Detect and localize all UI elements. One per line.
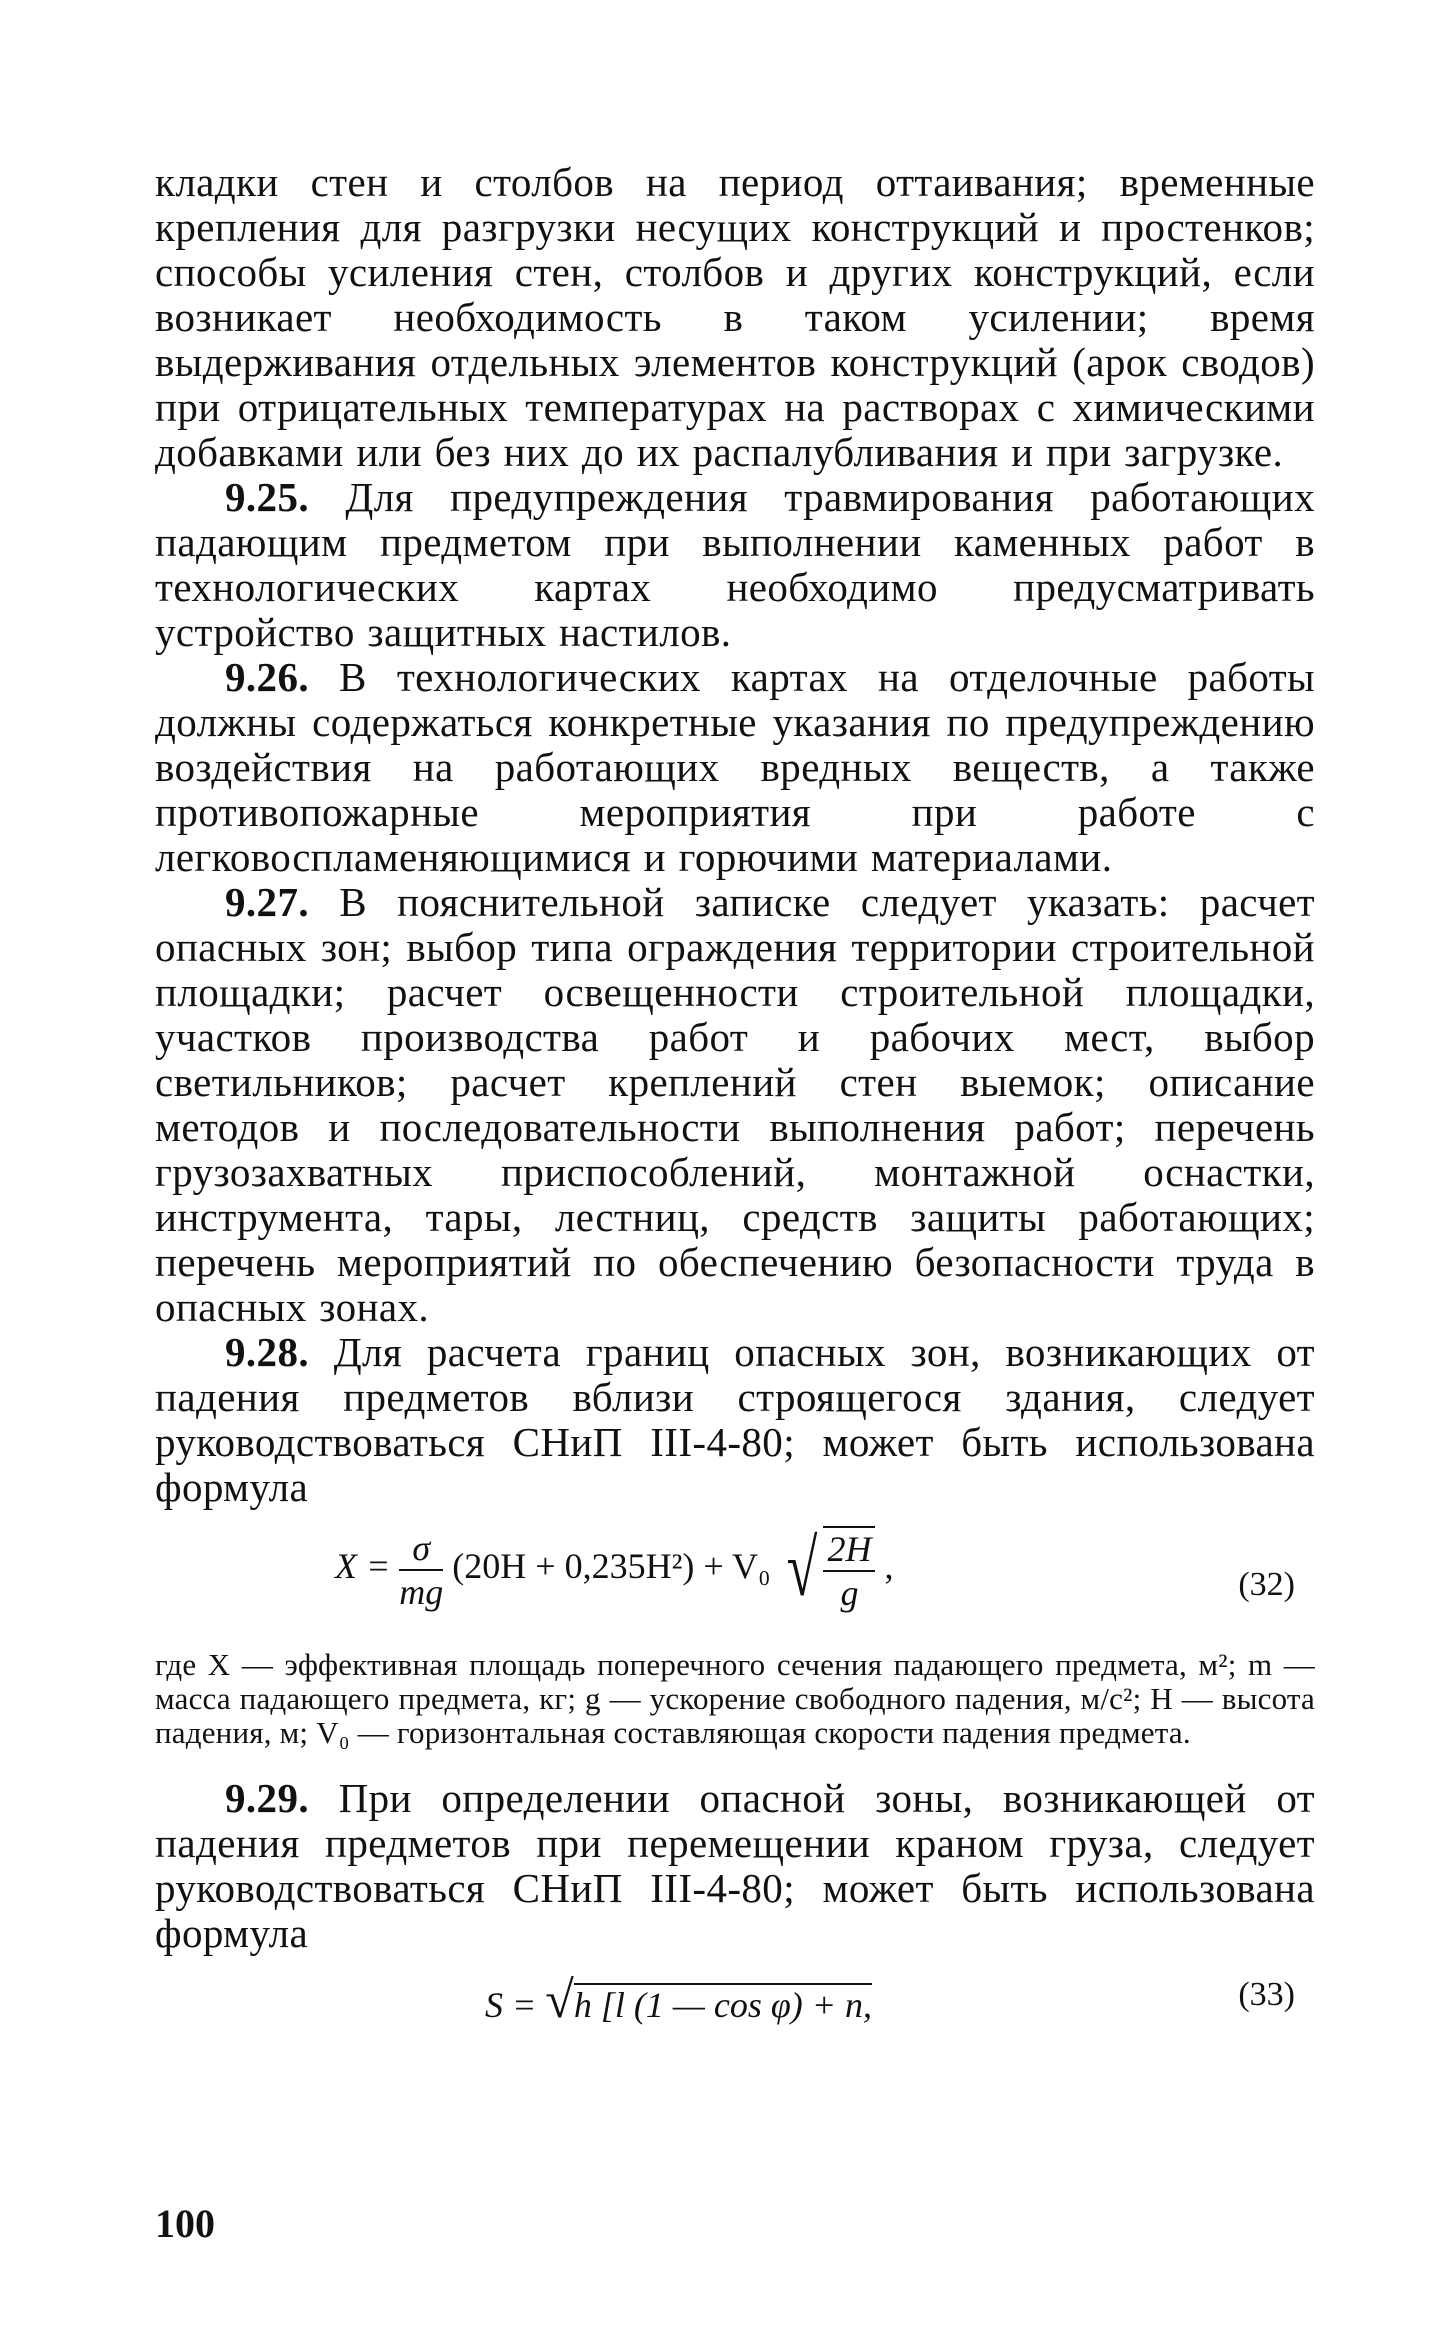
- formula-tail: ,: [884, 1545, 894, 1586]
- paragraph-9-26: [155, 655, 1315, 880]
- paragraph-text: Для предупреждения травмирования работающих падающим предметом при выполнении каменных работ в технологических картах необходимо предусматривать устройство защитных настилов.: [155, 474, 1315, 655]
- clause-number: 9.26.: [225, 654, 309, 700]
- clause-number: 9.25.: [225, 474, 309, 520]
- radicand: h [l (1 — cos φ) + n,: [573, 1985, 873, 2025]
- paragraph-text: Для расчета границ опасных зон, возникающих от падения предметов вблизи строящегося здания, следует руководствоваться СНиП III-4-80; может быть использована формула: [155, 1329, 1315, 1510]
- formula-32: [155, 1524, 1315, 1644]
- paragraph-9-28: [155, 1330, 1315, 1510]
- paragraph-text: В пояснительной записке следует указать: расчет опасных зон; выбор типа ограждения территории строительной площадки; расчет освещенности строительной площадки, участков производства работ и рабочих мест, выбор светильников; расчет креплений стен выемок; описание методов и последовательности выполнения работ; перечень грузозахватных приспособлений, монтажной оснастки, инструмента, тары, лестниц, средств защиты работающих; перечень мероприятий по обеспечению безопасности труда в опасных зонах.: [155, 879, 1316, 1330]
- paragraph-9-25: [155, 475, 1315, 655]
- fraction-denominator: mg: [399, 1571, 444, 1612]
- formula-number: (32): [1238, 1566, 1295, 1603]
- radical-sign: √: [545, 1972, 574, 2029]
- formula-number: (33): [1238, 1976, 1295, 2013]
- formula-lhs: S =: [485, 1985, 537, 2025]
- formula-33: [155, 1966, 1315, 2036]
- text-column: [155, 160, 1315, 2036]
- paragraph-9-29: [155, 1776, 1315, 1956]
- page-number: 100: [155, 2201, 215, 2246]
- formula-33-expression: [485, 1971, 872, 2030]
- clause-number: 9.29.: [225, 1775, 309, 1821]
- formula-middle: (20H + 0,235H²) + V₀: [452, 1545, 771, 1586]
- fraction-denominator: g: [840, 1572, 859, 1613]
- fraction-numerator: 2H: [823, 1528, 875, 1572]
- square-root: [780, 1524, 876, 1615]
- paragraph-text: При определении опасной зоны, возникающей от падения предметов при перемещении краном груза, следует руководствоваться СНиП III-4-80; может быть использована формула: [155, 1775, 1315, 1956]
- formula-32-expression: [335, 1524, 893, 1615]
- fraction-2h-g: [823, 1528, 875, 1614]
- paragraph-9-27: [155, 880, 1315, 1330]
- fraction-sigma-mg: [399, 1527, 443, 1613]
- clause-number: 9.28.: [225, 1329, 309, 1375]
- radicand: [823, 1526, 875, 1614]
- paragraph-continued: кладки стен и столбов на период оттаивания; временные крепления для разгрузки несущих конструкций и простенков; способы усиления стен, столбов и других конструкций, если возникает необходимость в таком усилении; время выдерживания отдельных элементов конструкций (арок сводов) при отрицательных температурах на растворах с химическими добавками или без них до их распалубливания и при загрузке.: [155, 159, 1315, 475]
- formula-lhs: X =: [335, 1545, 391, 1586]
- radical-sign: √: [786, 1525, 817, 1613]
- fraction-numerator: σ: [399, 1527, 443, 1571]
- clause-number: 9.27.: [225, 879, 309, 925]
- paragraph-text: В технологических картах на отделочные работы должны содержаться конкретные указания по предупреждению воздействия на работающих вредных веществ, а также противопожарные мероприятия при работе с легковоспламеняющимися и горючими материалами.: [155, 654, 1315, 880]
- formula-legend: где X — эффективная площадь поперечного сечения падающего предмета, м²; m — масса падающего предмета, кг; g — ускорение свободного падения, м/с²; H — высота падения, м; V₀ — горизонтальная составляющая скорости падения предмета.: [155, 1647, 1315, 1750]
